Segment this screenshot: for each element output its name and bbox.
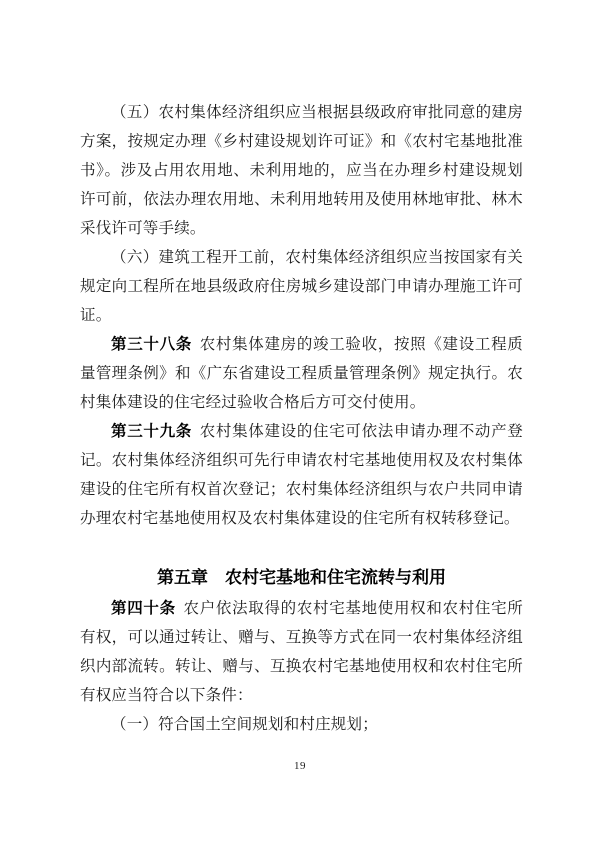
paragraph-text: （六）建筑工程开工前，农村集体经济组织应当按国家有关规定向工程所在地县级政府住房城乡建设部门申请办理施工许可证。 bbox=[80, 249, 523, 324]
paragraph-article-39 bbox=[80, 417, 523, 533]
page-number: 19 bbox=[294, 760, 306, 772]
document-body bbox=[80, 98, 523, 739]
paragraph-item-5 bbox=[80, 98, 523, 243]
paragraph-item-6 bbox=[80, 243, 523, 330]
article-number: 第三十九条 bbox=[111, 423, 192, 440]
paragraph-article-40 bbox=[80, 594, 523, 710]
paragraph-text: （一）符合国土空间规划和村庄规划； bbox=[111, 716, 378, 733]
paragraph-text: 农村集体建设的住宅可依法申请办理不动产登记。农村集体经济组织可先行申请农村宅基地使用权及农村集体建设的住宅所有权首次登记；农村集体经济组织与农户共同申请办理农村宅基地使用权及农村集体建设的住宅所有权转移登记。 bbox=[80, 423, 523, 527]
paragraph-text: 农村集体建房的竣工验收，按照《建设工程质量管理条例》和《广东省建设工程质量管理条例》规定执行。农村集体建设的住宅经过验收合格后方可交付使用。 bbox=[80, 336, 523, 411]
paragraph-article-38 bbox=[80, 330, 523, 417]
article-number: 第四十条 bbox=[111, 600, 176, 617]
paragraph-text: （五）农村集体经济组织应当根据县级政府审批同意的建房方案，按规定办理《乡村建设规划许可证》和《农村宅基地批准书》。涉及占用农用地、未利用地的，应当在办理乡村建设规划许可前，依法办理农用地、未利用地转用及使用林地审批、林木采伐许可等手续。 bbox=[80, 104, 523, 237]
article-number: 第三十八条 bbox=[111, 336, 192, 353]
chapter-heading bbox=[80, 563, 523, 592]
paragraph-condition-1 bbox=[80, 710, 523, 739]
chapter-title: 农村宅基地和住宅流转与利用 bbox=[225, 568, 446, 587]
chapter-number: 第五章 bbox=[157, 568, 208, 587]
paragraph-text: 农户依法取得的农村宅基地使用权和农村住宅所有权，可以通过转让、赠与、互换等方式在同一农村集体经济组织内部流转。转让、赠与、互换农村宅基地使用权和农村住宅所有权应当符合以下条件： bbox=[80, 600, 523, 704]
